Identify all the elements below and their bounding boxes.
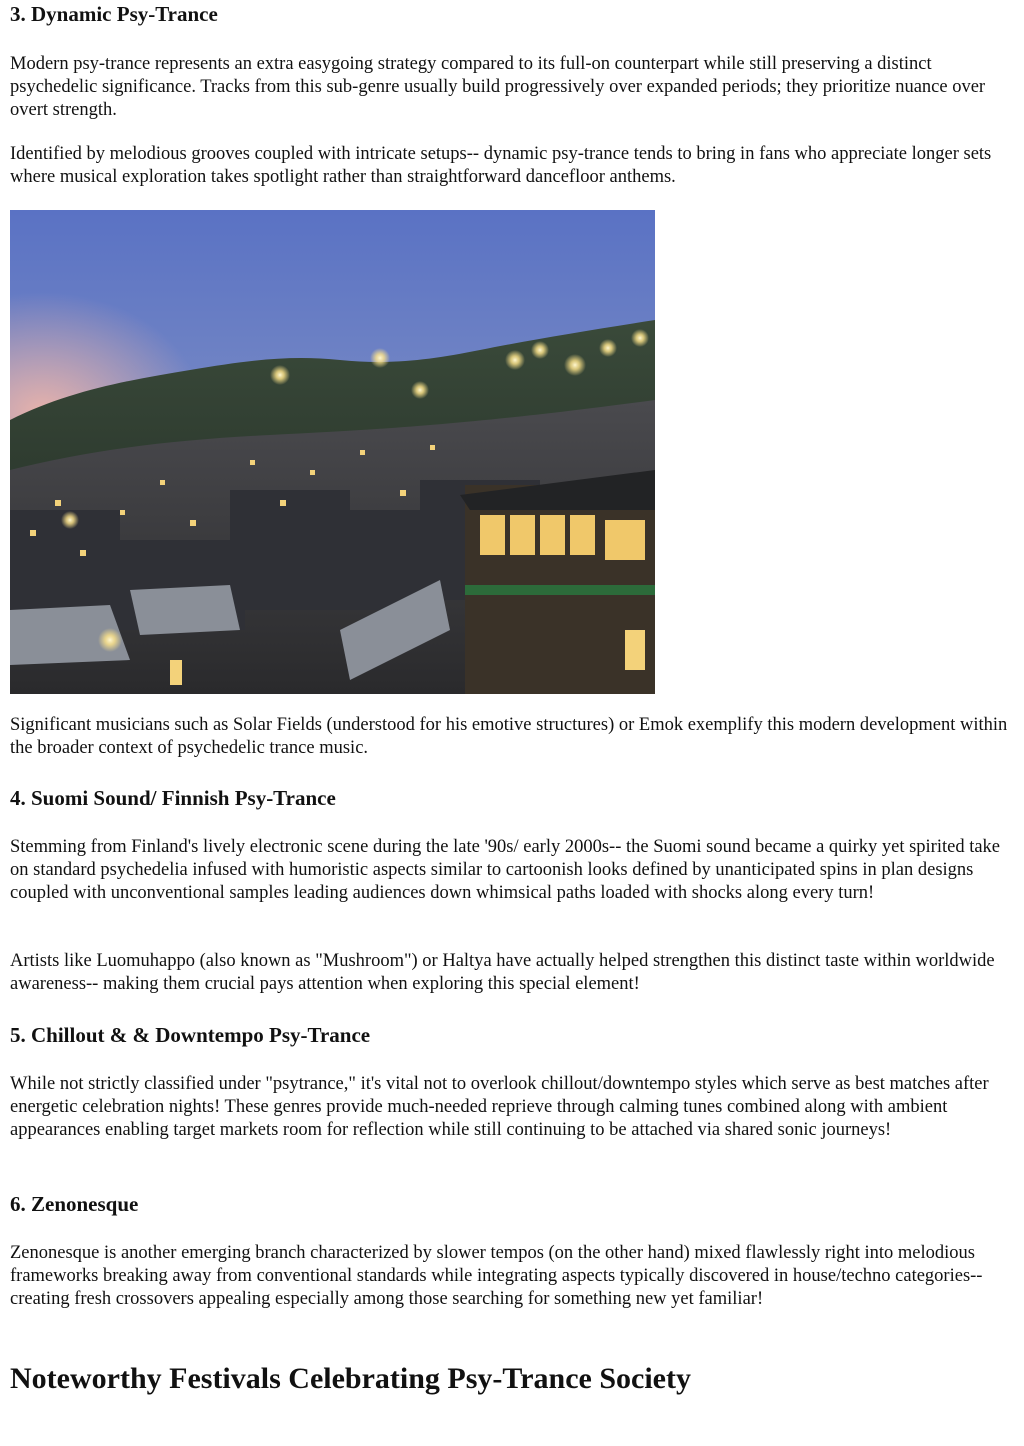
paragraph-dynamic-after-image: Significant musicians such as Solar Fields (understood for his emotive structures) or Emok exemplify this modern development within the broader context of psychedelic trance music. <box>10 715 1008 758</box>
hillside-town-night-photo <box>10 210 655 694</box>
section-heading-suomi: 4. Suomi Sound/ Finnish Psy-Trance <box>10 786 336 810</box>
section-heading-chillout: 5. Chillout & & Downtempo Psy-Trance <box>10 1023 371 1047</box>
paragraph-dynamic-2: Identified by melodious grooves coupled with intricate setups-- dynamic psy-trance tends to bring in fans who appreciate longer sets where musical exploration takes spotlight rather than straightforward dancefloor anthems. <box>10 144 992 187</box>
paragraph-dynamic-1: Modern psy-trance represents an extra easygoing strategy compared to its full-on counterpart while still preserving a distinct psychedelic significance. Tracks from this sub-genre usually build progressively over expanded periods; they prioritize nuance over overt strength. <box>10 54 986 120</box>
paragraph-chillout-1: While not strictly classified under "psytrance," it's vital not to overlook chillout/downtempo styles which serve as best matches after energetic celebration nights! These genres provide much-needed reprieve through calming tunes combined along with ambient appearances enabling target markets room for reflection while still continuing to be attached via shared sonic journeys! <box>10 1074 989 1140</box>
paragraph-suomi-1: Stemming from Finland's lively electronic scene during the late '90s/ early 2000s-- the Suomi sound became a quirky yet spirited take on standard psychedelia infused with humoristic aspects similar to cartoonish looks defined by unanticipated spins in plan designs coupled with unconventional samples leading audiences down whimsical paths loaded with shocks along every turn! <box>10 837 1001 903</box>
section-heading-zenonesque: 6. Zenonesque <box>10 1192 139 1216</box>
paragraph-suomi-2: Artists like Luomuhappo (also known as "Mushroom") or Haltya have actually helped strengthen this distinct taste within worldwide awareness-- making them crucial pays attention when exploring this special element! <box>10 951 995 994</box>
festivals-heading: Noteworthy Festivals Celebrating Psy-Trance Society <box>10 1362 691 1395</box>
paragraph-zenonesque-1: Zenonesque is another emerging branch characterized by slower tempos (on the other hand) mixed flawlessly right into melodious frameworks breaking away from conventional standards while integrating aspects typically discovered in house/techno categories-- creating fresh crossovers appealing especially among those searching for something new yet familiar! <box>10 1243 983 1309</box>
section-heading-dynamic: 3. Dynamic Psy-Trance <box>10 2 218 26</box>
